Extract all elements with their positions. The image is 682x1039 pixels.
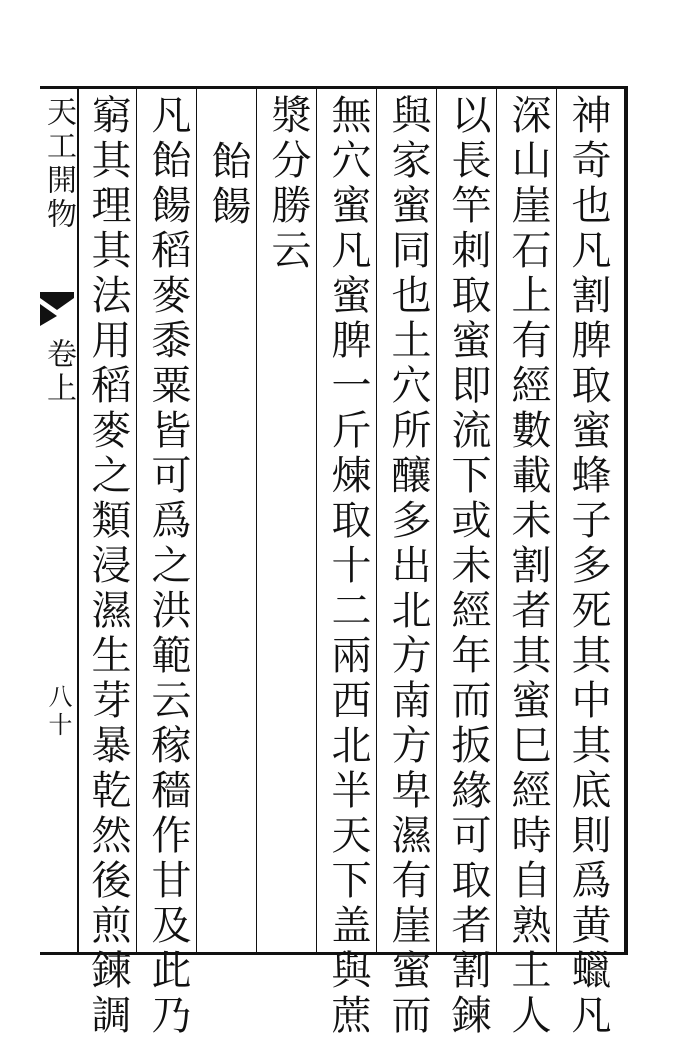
section-heading: 飴餳 [205, 140, 251, 230]
page-number: 八十 [44, 684, 72, 740]
text-column-1: 神奇也凡割脾取蜜蜂子多死其中其底則爲黄蠟凡 [565, 94, 611, 1039]
text-column-2: 深山崖石上有經數載未割者其蜜巳經時自熟土人 [505, 94, 551, 1039]
text-column-5: 無穴蜜凡蜜脾一斤煉取十二兩西北半天下盖與蔗 [325, 94, 371, 1039]
column-divider [196, 88, 197, 952]
volume-label: 卷上 [41, 338, 76, 406]
column-divider [376, 88, 377, 952]
margin-divider [77, 86, 79, 955]
text-column-4: 與家蜜同也土穴所釀多出北方南方卑濕有崖蜜而 [385, 94, 431, 1039]
top-border [40, 86, 626, 89]
text-column-6: 漿分勝云 [265, 94, 311, 274]
text-column-9: 窮其理其法用稻麥之類浸濕生芽暴乾然後煎鍊調 [85, 94, 131, 1039]
column-divider [136, 88, 137, 952]
column-divider [316, 88, 317, 952]
text-column-8: 凡飴餳稻麥黍粟皆可爲之洪範云稼穡作甘及此乃 [145, 94, 191, 1039]
fish-tail-mark-icon [40, 292, 74, 332]
book-title: 天工開物 [41, 96, 76, 232]
column-divider [496, 88, 497, 952]
text-column-3: 以長竿刺取蜜即流下或未經年而扳緣可取者割鍊 [445, 94, 491, 1039]
column-divider [256, 88, 257, 952]
right-border [624, 86, 628, 955]
column-divider [436, 88, 437, 952]
column-divider [556, 88, 557, 952]
